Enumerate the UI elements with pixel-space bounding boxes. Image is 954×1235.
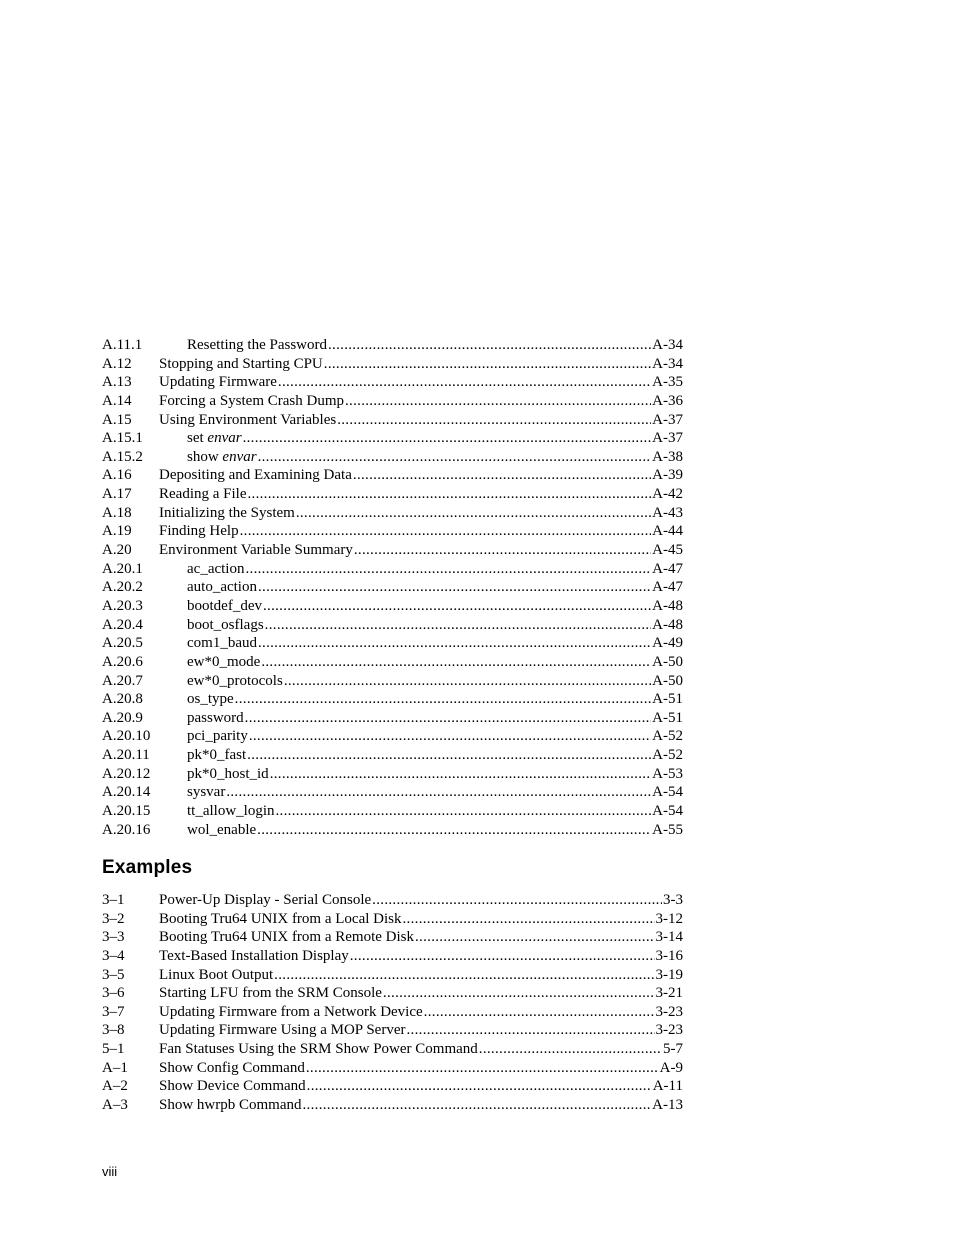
example-entry bbox=[102, 1077, 683, 1096]
examples-list bbox=[102, 891, 683, 1115]
toc-entry bbox=[102, 560, 683, 579]
entry-page: A-50 bbox=[652, 672, 683, 689]
entry-title-text: boot_osflags bbox=[187, 616, 264, 633]
dot-leader bbox=[415, 928, 655, 947]
entry-title bbox=[159, 1059, 305, 1078]
toc-entry bbox=[102, 634, 683, 653]
toc-entry bbox=[102, 485, 683, 504]
entry-page: A-47 bbox=[652, 579, 683, 596]
dot-leader bbox=[274, 966, 654, 985]
entry-page: A-34 bbox=[652, 337, 683, 353]
entry-number: A.20.16 bbox=[102, 821, 151, 838]
entry-title bbox=[159, 429, 242, 448]
entry-number: A.20.6 bbox=[102, 653, 143, 670]
entry-title bbox=[159, 1077, 306, 1096]
entry-page: 3-12 bbox=[655, 910, 683, 927]
entry-number: 3–5 bbox=[102, 966, 125, 983]
entry-number: A.15.1 bbox=[102, 430, 143, 447]
entry-title bbox=[159, 541, 353, 560]
entry-number: 3–1 bbox=[102, 892, 125, 908]
entry-page: A-52 bbox=[652, 728, 683, 745]
entry-title bbox=[159, 411, 336, 430]
entry-title-text: wol_enable bbox=[187, 821, 257, 838]
entry-number: A.17 bbox=[102, 486, 132, 503]
entry-page: A-37 bbox=[652, 430, 683, 447]
toc-entry bbox=[102, 578, 683, 597]
entry-title-text: sysvar bbox=[187, 784, 226, 801]
dot-leader bbox=[263, 597, 651, 616]
entry-page: A-47 bbox=[652, 560, 683, 577]
entry-title-text: pci_parity bbox=[187, 728, 248, 745]
entry-number: 5–1 bbox=[102, 1041, 125, 1058]
entry-title bbox=[159, 616, 264, 635]
entry-page: A-13 bbox=[652, 1097, 683, 1114]
toc-entry bbox=[102, 821, 683, 840]
entry-title bbox=[159, 709, 244, 728]
entry-title-text: set bbox=[187, 430, 208, 447]
entry-title-text: Stopping and Starting CPU bbox=[159, 355, 323, 372]
entry-title-text: Reading a File bbox=[159, 486, 247, 503]
toc-entry bbox=[102, 783, 683, 802]
entry-number: A.11.1 bbox=[102, 337, 143, 353]
entry-number: A.20.8 bbox=[102, 691, 143, 708]
entry-page: 5-7 bbox=[663, 1041, 683, 1058]
entry-page: A-51 bbox=[652, 691, 683, 708]
entry-title bbox=[159, 560, 244, 579]
entry-number: A.20.7 bbox=[102, 672, 143, 689]
toc-entry bbox=[102, 392, 683, 411]
example-entry bbox=[102, 891, 683, 910]
entry-title-text: Linux Boot Output bbox=[159, 966, 274, 983]
dot-leader bbox=[354, 541, 651, 560]
entry-title bbox=[159, 947, 349, 966]
entry-page: A-35 bbox=[652, 374, 683, 391]
entry-number: 3–7 bbox=[102, 1003, 125, 1020]
entry-page: A-48 bbox=[652, 616, 683, 633]
dot-leader bbox=[247, 485, 651, 504]
dot-leader bbox=[243, 429, 652, 448]
entry-page: A-45 bbox=[652, 542, 683, 559]
entry-number: A.19 bbox=[102, 523, 132, 540]
entry-title-text: show bbox=[187, 448, 223, 465]
toc-entry bbox=[102, 522, 683, 541]
example-entry bbox=[102, 984, 683, 1003]
entry-page: A-11 bbox=[652, 1078, 683, 1095]
entry-number: A.20.5 bbox=[102, 635, 143, 652]
dot-leader bbox=[245, 560, 651, 579]
entry-title bbox=[159, 1003, 423, 1022]
entry-page: 3-23 bbox=[655, 1022, 683, 1039]
page-number: viii bbox=[102, 1164, 118, 1179]
entry-page: A-34 bbox=[652, 355, 683, 372]
dot-leader bbox=[258, 578, 651, 597]
entry-title-text: tt_allow_login bbox=[187, 803, 275, 820]
entry-title-text: Updating Firmware from a Network Device bbox=[159, 1003, 423, 1020]
example-entry bbox=[102, 947, 683, 966]
entry-number: 3–6 bbox=[102, 985, 125, 1002]
entry-title-text: Fan Statuses Using the SRM Show Power Command bbox=[159, 1041, 478, 1058]
toc-entry bbox=[102, 802, 683, 821]
dot-leader bbox=[270, 765, 651, 784]
entry-title-text: ew*0_protocols bbox=[187, 672, 283, 689]
entry-title bbox=[159, 746, 246, 765]
dot-leader bbox=[258, 634, 651, 653]
entry-title-text: pk*0_host_id bbox=[187, 765, 269, 782]
toc-entry bbox=[102, 541, 683, 560]
dot-leader bbox=[306, 1059, 659, 1078]
dot-leader bbox=[226, 783, 651, 802]
entry-number: A.20.15 bbox=[102, 803, 151, 820]
entry-number: A.18 bbox=[102, 504, 132, 521]
entry-title bbox=[159, 504, 295, 523]
entry-title bbox=[159, 802, 275, 821]
entry-page: 3-19 bbox=[655, 966, 683, 983]
dot-leader bbox=[307, 1077, 652, 1096]
entry-title-text: os_type bbox=[187, 691, 234, 708]
entry-title bbox=[159, 634, 257, 653]
entry-title-text: Show Device Command bbox=[159, 1078, 306, 1095]
toc-entry bbox=[102, 765, 683, 784]
entry-number: A.20.10 bbox=[102, 728, 151, 745]
entry-title-text: com1_baud bbox=[187, 635, 257, 652]
dot-leader bbox=[240, 522, 652, 541]
entry-title bbox=[159, 1021, 406, 1040]
entry-number: A–2 bbox=[102, 1078, 128, 1095]
entry-number: A.12 bbox=[102, 355, 132, 372]
dot-leader bbox=[303, 1096, 652, 1115]
dot-leader bbox=[328, 336, 651, 355]
toc-entry bbox=[102, 746, 683, 765]
entry-title-text: Updating Firmware bbox=[159, 374, 277, 391]
entry-title-text: Finding Help bbox=[159, 523, 239, 540]
entry-title bbox=[159, 690, 234, 709]
dot-leader bbox=[257, 821, 651, 840]
entry-title-text: Initializing the System bbox=[159, 504, 295, 521]
entry-number: A.20 bbox=[102, 542, 132, 559]
entry-number: 3–3 bbox=[102, 929, 125, 946]
dot-leader bbox=[276, 802, 652, 821]
entry-number: A.20.2 bbox=[102, 579, 143, 596]
entry-number: 3–2 bbox=[102, 910, 125, 927]
entry-title bbox=[159, 373, 277, 392]
entry-title bbox=[159, 821, 256, 840]
entry-title-text: Booting Tru64 UNIX from a Remote Disk bbox=[159, 929, 414, 946]
toc-entry bbox=[102, 448, 683, 467]
toc-entry bbox=[102, 411, 683, 430]
entry-page: 3-23 bbox=[655, 1003, 683, 1020]
entry-title-text: auto_action bbox=[187, 579, 257, 596]
example-entry bbox=[102, 928, 683, 947]
dot-leader bbox=[261, 653, 651, 672]
dot-leader bbox=[284, 672, 651, 691]
toc-list bbox=[102, 336, 683, 839]
dot-leader bbox=[407, 1021, 655, 1040]
toc-entry bbox=[102, 727, 683, 746]
entry-title bbox=[159, 522, 239, 541]
toc-entry bbox=[102, 616, 683, 635]
entry-page: 3-21 bbox=[655, 985, 683, 1002]
entry-title bbox=[159, 891, 371, 910]
entry-page: A-50 bbox=[652, 653, 683, 670]
entry-title-text: Text-Based Installation Display bbox=[159, 947, 349, 964]
dot-leader bbox=[324, 355, 651, 374]
entry-number: A–1 bbox=[102, 1059, 128, 1076]
entry-page: A-44 bbox=[652, 523, 683, 540]
entry-number: A.16 bbox=[102, 467, 132, 484]
entry-title bbox=[159, 448, 257, 467]
entry-page: A-54 bbox=[652, 803, 683, 820]
entry-title-text: ew*0_mode bbox=[187, 653, 261, 670]
entry-title-text: Starting LFU from the SRM Console bbox=[159, 985, 382, 1002]
entry-number: A.20.4 bbox=[102, 616, 143, 633]
entry-title bbox=[159, 597, 262, 616]
entry-title-text: Depositing and Examining Data bbox=[159, 467, 352, 484]
entry-title bbox=[159, 392, 344, 411]
dot-leader bbox=[235, 690, 652, 709]
entry-number: A.20.3 bbox=[102, 597, 143, 614]
entry-title-variable: envar bbox=[207, 430, 242, 447]
toc-entry bbox=[102, 336, 683, 355]
entry-page: A-48 bbox=[652, 597, 683, 614]
entry-title bbox=[159, 928, 414, 947]
entry-number: A.20.14 bbox=[102, 784, 151, 801]
entry-page: A-39 bbox=[652, 467, 683, 484]
toc-entry bbox=[102, 355, 683, 374]
entry-page: A-43 bbox=[652, 504, 683, 521]
entry-title-text: pk*0_fast bbox=[187, 747, 247, 764]
dot-leader bbox=[296, 504, 651, 523]
dot-leader bbox=[247, 746, 651, 765]
entry-title-text: ac_action bbox=[187, 560, 245, 577]
dot-leader bbox=[350, 947, 655, 966]
dot-leader bbox=[424, 1003, 655, 1022]
toc-entry bbox=[102, 373, 683, 392]
dot-leader bbox=[249, 727, 651, 746]
example-entry bbox=[102, 1096, 683, 1115]
entry-title-text: Updating Firmware Using a MOP Server bbox=[159, 1022, 406, 1039]
entry-page: A-9 bbox=[659, 1059, 683, 1076]
entry-page: A-37 bbox=[652, 411, 683, 428]
dot-leader bbox=[479, 1040, 662, 1059]
entry-title-text: Forcing a System Crash Dump bbox=[159, 392, 344, 409]
entry-title-text: Show hwrpb Command bbox=[159, 1097, 302, 1114]
toc-entry bbox=[102, 429, 683, 448]
example-entry bbox=[102, 1040, 683, 1059]
entry-title bbox=[159, 1096, 302, 1115]
example-entry bbox=[102, 966, 683, 985]
toc-entry bbox=[102, 597, 683, 616]
entry-title-text: password bbox=[187, 709, 244, 726]
entry-number: 3–4 bbox=[102, 947, 125, 964]
entry-page: A-42 bbox=[652, 486, 683, 503]
entry-number: A.15 bbox=[102, 411, 132, 428]
dot-leader bbox=[265, 616, 652, 635]
entry-title bbox=[159, 984, 382, 1003]
entry-title bbox=[159, 966, 273, 985]
dot-leader bbox=[372, 891, 662, 910]
toc-entry bbox=[102, 653, 683, 672]
dot-leader bbox=[278, 373, 651, 392]
entry-title-text: Power-Up Display - Serial Console bbox=[159, 892, 372, 908]
entry-number: A.20.12 bbox=[102, 765, 151, 782]
entry-title-text: Environment Variable Summary bbox=[159, 542, 353, 559]
dot-leader bbox=[383, 984, 655, 1003]
entry-number: A.13 bbox=[102, 374, 132, 391]
dot-leader bbox=[258, 448, 652, 467]
dot-leader bbox=[245, 709, 652, 728]
entry-title-text: Using Environment Variables bbox=[159, 411, 337, 428]
entry-title bbox=[159, 765, 269, 784]
entry-page: A-54 bbox=[652, 784, 683, 801]
entry-title-text: bootdef_dev bbox=[187, 597, 262, 614]
toc-entry bbox=[102, 690, 683, 709]
entry-title-text: Resetting the Password bbox=[187, 337, 327, 353]
toc-entry bbox=[102, 672, 683, 691]
entry-page: A-49 bbox=[652, 635, 683, 652]
entry-page: 3-16 bbox=[655, 947, 683, 964]
example-entry bbox=[102, 1003, 683, 1022]
entry-page: A-38 bbox=[652, 448, 683, 465]
entry-title bbox=[159, 910, 402, 929]
entry-number: A–3 bbox=[102, 1097, 128, 1114]
entry-number: 3–8 bbox=[102, 1022, 125, 1039]
entry-title bbox=[159, 727, 248, 746]
entry-title bbox=[159, 485, 246, 504]
entry-title bbox=[159, 1040, 478, 1059]
entry-title-text: Show Config Command bbox=[159, 1059, 305, 1076]
dot-leader bbox=[337, 411, 651, 430]
entry-title bbox=[159, 578, 257, 597]
dot-leader bbox=[353, 466, 651, 485]
dot-leader bbox=[403, 910, 655, 929]
entry-page: A-52 bbox=[652, 747, 683, 764]
dot-leader bbox=[345, 392, 651, 411]
entry-title bbox=[159, 783, 225, 802]
entry-title-text: Booting Tru64 UNIX from a Local Disk bbox=[159, 910, 402, 927]
example-entry bbox=[102, 1059, 683, 1078]
entry-page: 3-14 bbox=[655, 929, 683, 946]
entry-page: A-53 bbox=[652, 765, 683, 782]
entry-number: A.15.2 bbox=[102, 448, 143, 465]
entry-number: A.14 bbox=[102, 392, 132, 409]
entry-number: A.20.11 bbox=[102, 747, 150, 764]
entry-title bbox=[159, 336, 327, 355]
entry-title bbox=[159, 466, 352, 485]
entry-title bbox=[159, 355, 323, 374]
entry-page: A-36 bbox=[652, 392, 683, 409]
entry-number: A.20.9 bbox=[102, 709, 143, 726]
entry-page: A-51 bbox=[652, 709, 683, 726]
entry-title bbox=[159, 653, 260, 672]
entry-title-variable: envar bbox=[222, 448, 257, 465]
entry-number: A.20.1 bbox=[102, 560, 143, 577]
toc-entry bbox=[102, 504, 683, 523]
entry-page: 3-3 bbox=[663, 892, 683, 908]
toc-entry bbox=[102, 466, 683, 485]
entry-page: A-55 bbox=[652, 821, 683, 838]
example-entry bbox=[102, 910, 683, 929]
toc-entry bbox=[102, 709, 683, 728]
examples-heading: Examples bbox=[102, 857, 193, 878]
example-entry bbox=[102, 1021, 683, 1040]
entry-title bbox=[159, 672, 283, 691]
